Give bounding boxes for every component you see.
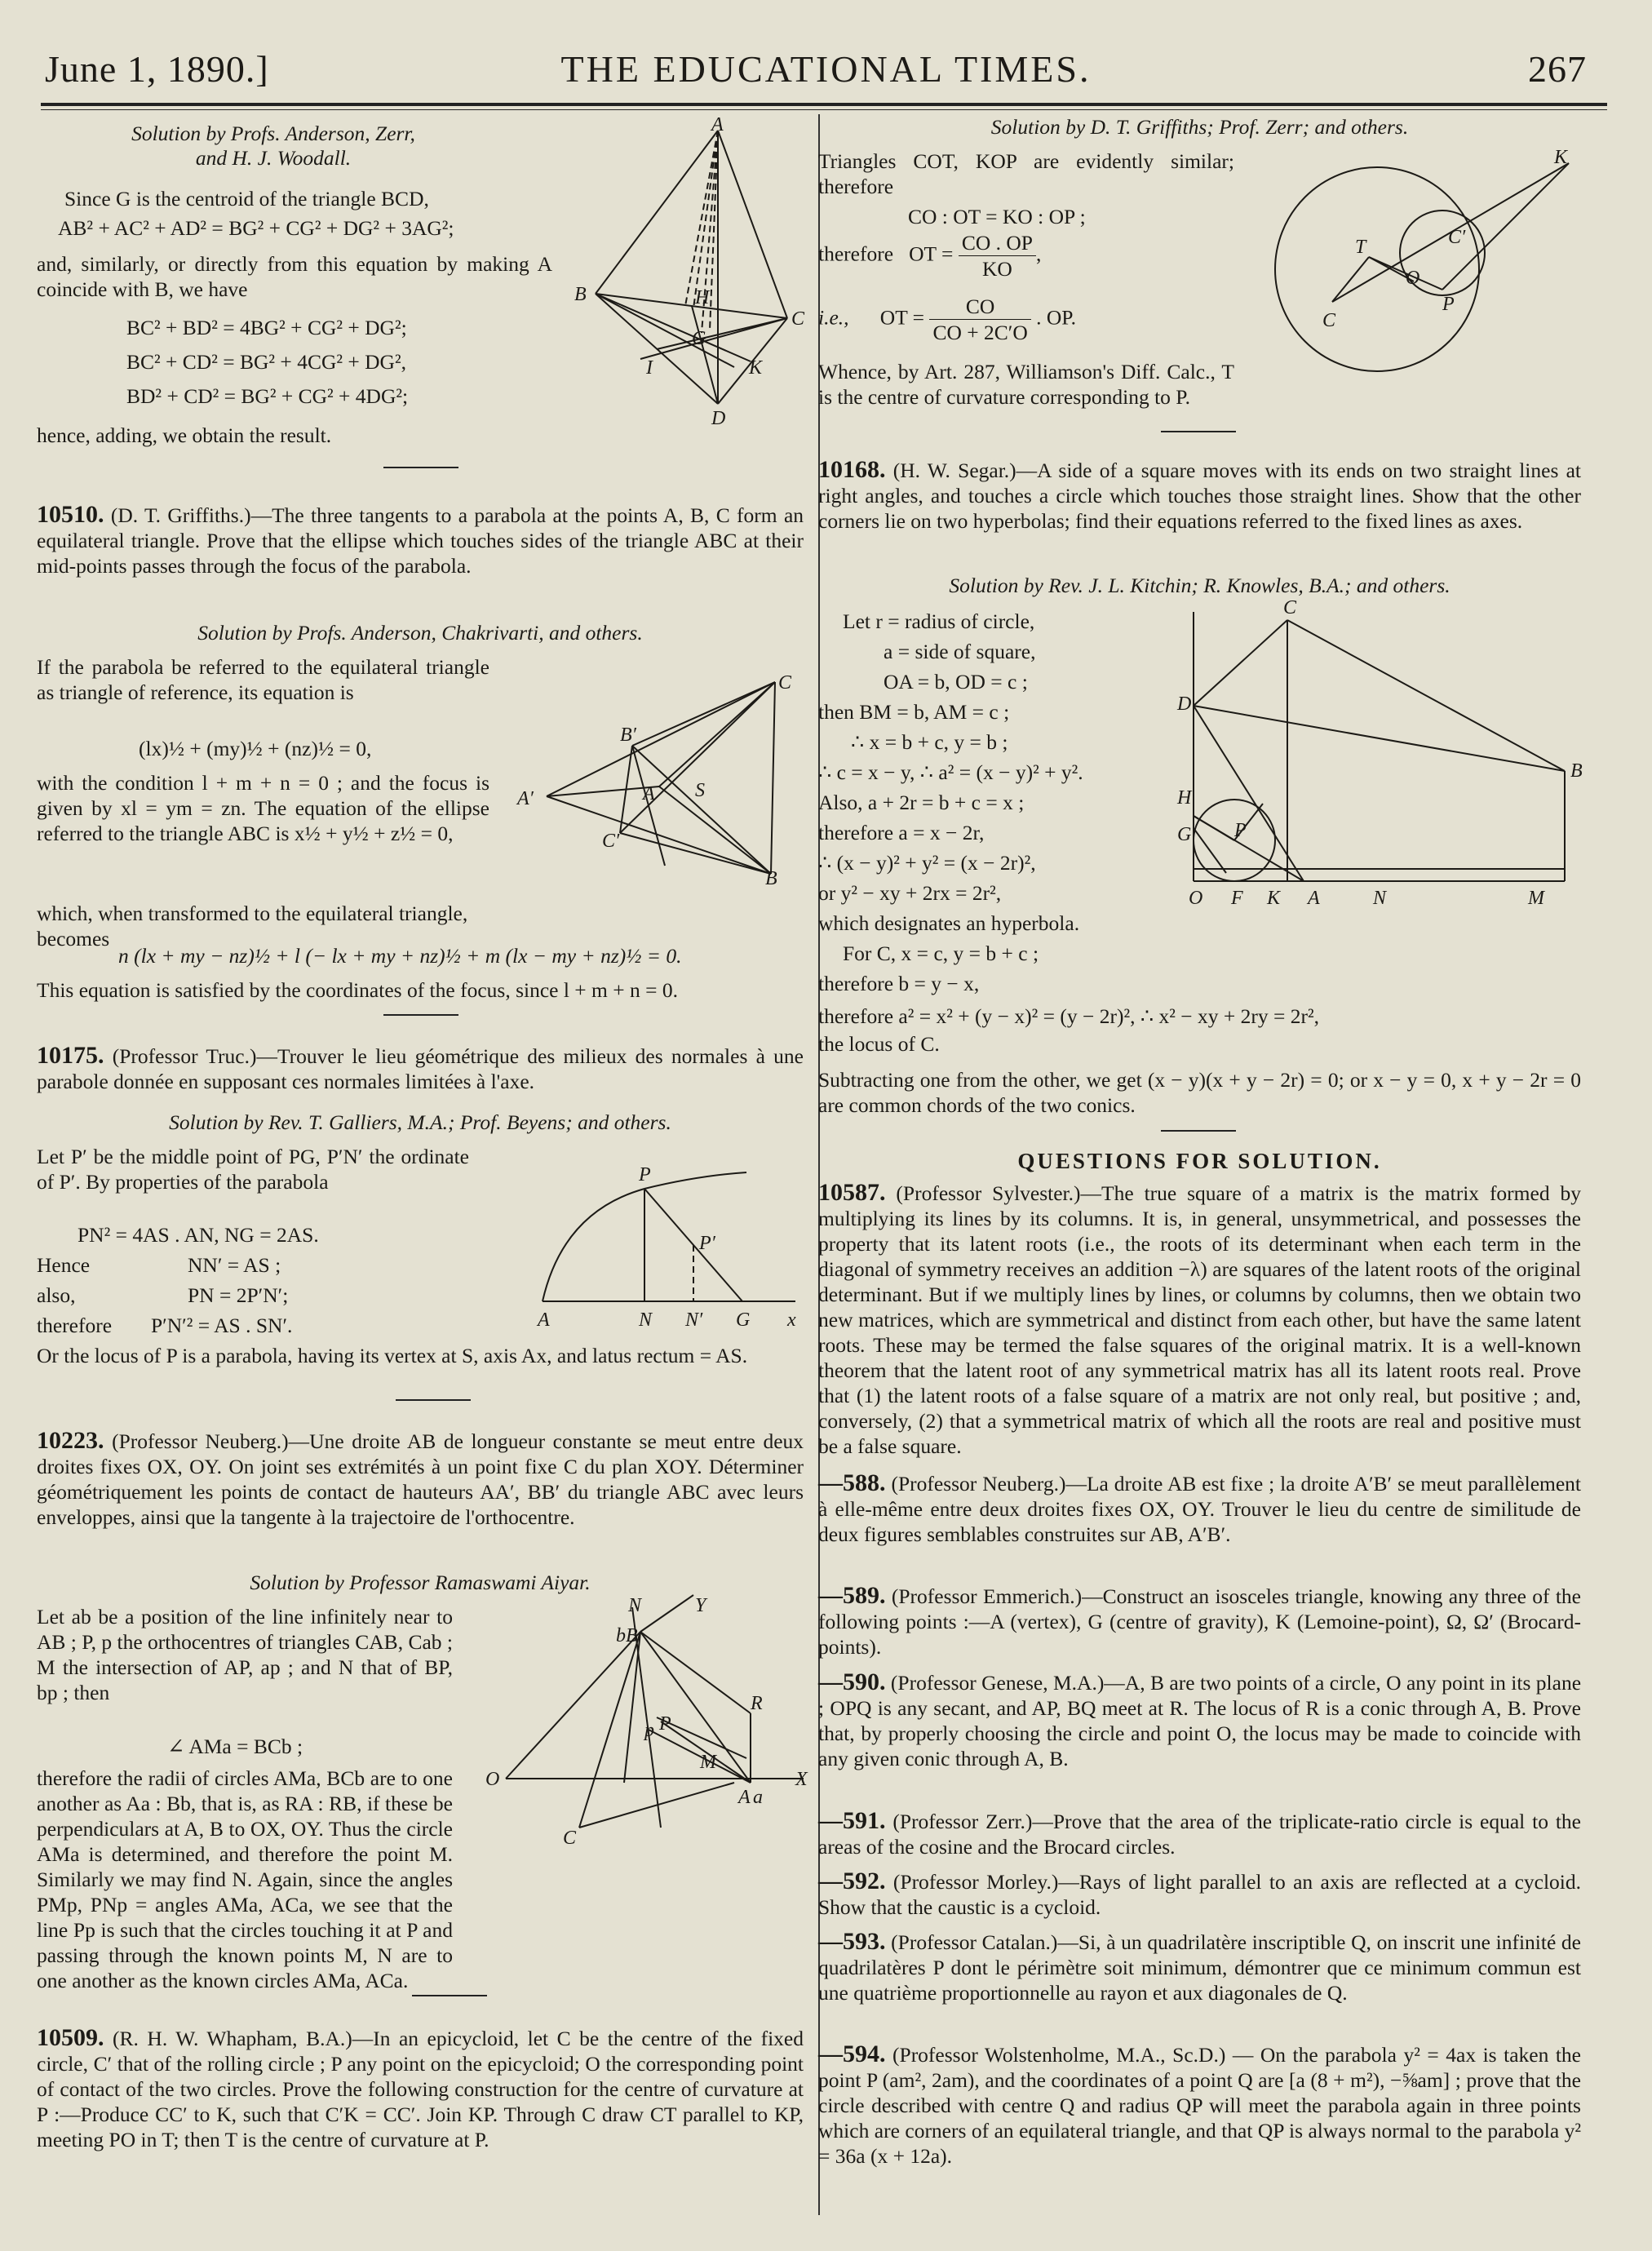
figure-label: P′ [699, 1233, 715, 1254]
figure-label: P [1234, 820, 1247, 841]
question-number: 10510. [37, 501, 104, 528]
equation-lhs: OT = [879, 305, 925, 330]
question-text: (Professor Morley.)—Rays of light parallel to an axis are reflected at a cycloid. Show that the caustic is a cycloid. [818, 1870, 1581, 1919]
question-number: —589. [818, 1582, 886, 1609]
figure-label: C [791, 308, 805, 330]
figure-label: N [1373, 888, 1387, 909]
equation-label: Hence [37, 1253, 91, 1277]
figure-label: O [485, 1769, 500, 1790]
question-10175 [37, 1043, 804, 1094]
figure-label: M [700, 1752, 716, 1773]
figure-orthocentre [481, 1595, 808, 1860]
equation: CO : OT = KO : OP ; [908, 205, 1086, 228]
question-number: 10587. [818, 1179, 886, 1206]
equation-rhs: . OP. [1036, 305, 1077, 330]
question-text: (Professor Neuberg.)—Une droite AB de longueur constante se meut entre deux droites fixes OX, OY. On joint ses extrémités à un point fixe C du plan XOY. Déterminer géométriquement les points de contact de hauteurs AA′, BB′ du triangle ABC avec leurs enveloppes, ainsi que la tangente à la trajectoire de l'orthocentre. [37, 1429, 804, 1529]
paragraph: and, similarly, or directly from this equation by making A coincide with B, we have [37, 252, 552, 301]
equation-label: i.e., [818, 305, 849, 330]
equation-line: For C, x = c, y = b + c ; [843, 942, 1039, 965]
figure-label: G [692, 328, 706, 349]
equation-line: a = side of square, [884, 640, 1036, 663]
question-594 [818, 2041, 1581, 2169]
figure-label: C′ [1448, 227, 1466, 248]
denominator: CO + 2C′O [932, 321, 1028, 344]
question-text: (Professor Emmerich.)—Construct an isosceles triangle, knowing any three of the following points :—A (vertex), G (centre of gravity), K (Lemoine-point), Ω, Ω′ (Brocard-points). [818, 1584, 1581, 1659]
question-number: —594. [818, 2041, 886, 2067]
equation-fraction: therefore OT = $\frac{CO . OP}{KO}$ , [818, 231, 1042, 281]
separator-rule [396, 1399, 471, 1401]
figure-label: M [1528, 888, 1544, 909]
equation: therefore a² = x² + (y − x)² = (y − 2r)², ∴ x² − xy + 2ry = 2r², [818, 1004, 1320, 1028]
question-text: (Professor Neuberg.)—La droite AB est fixe ; la droite A′B′ se meut parallèlement à elle-même entre deux droites fixes OX, OY. Trouver le lieu du centre de similitude de deux figures semblables construites sur AB, A′B′. [818, 1472, 1582, 1546]
figure-label: C [1283, 597, 1297, 618]
figure-label: T [1355, 237, 1366, 258]
equation: NN′ = AS ; [188, 1253, 281, 1277]
equation-line: Let r = radius of circle, [843, 609, 1035, 633]
question-number: —592. [818, 1868, 886, 1894]
figure-label: A [1308, 888, 1320, 909]
paragraph: which, when transformed to the equilateral triangle, becomes [37, 902, 468, 950]
equation-label: also, [37, 1283, 76, 1307]
figure-label: B [1570, 760, 1583, 782]
equation-line: therefore a = x − 2r, [818, 821, 985, 844]
fraction [959, 230, 1036, 281]
figure-label: N′ [685, 1309, 703, 1331]
header-title: THE EDUCATIONAL TIMES. [560, 48, 1092, 90]
paragraph: Triangles COT, KOP are evidently similar; therefore [818, 149, 1234, 198]
figure-label: O [1189, 888, 1203, 909]
solution-byline: Solution by Rev. J. L. Kitchin; R. Knowles, B.A.; and others. [949, 574, 1450, 597]
question-text: (Professor Wolstenholme, M.A., Sc.D.) — On the parabola y² = 4ax is taken the point P (am², 2am), and the coordinates of a point Q are [a (8 + m²), −⅝am] ; prove that the circle described with centre Q and radius QP will meet the parabola again in three points which are corners of an equilateral triangle, and that QP is always normal to the parabola y² = 36a (x + 12a). [818, 2043, 1581, 2168]
figure-label: B [765, 868, 777, 889]
denominator: KO [981, 257, 1012, 281]
equation-lhs: OT = [909, 241, 954, 266]
question-number: 10175. [37, 1042, 104, 1069]
figure-label: H [695, 287, 710, 308]
question-text: (Professor Genese, M.A.)—A, B are two points of a circle, O any point in its plane ; OPQ is any secant, and AP, BQ meet at R. The locus of R is a conic through A, B. Prove that, by properly choosing the circle and point O, the locus may be made to coincide with any given conic through A, B. [818, 1671, 1582, 1770]
question-text: (Professor Sylvester.)—The true square of a matrix is the matrix formed by multiplying its lines by its columns. It is, in general, unsymmetrical, and possesses the property that its latent roots (i.e., the roots of its determinant when each term in the diagonal of symmetry receives an addition −λ) are squares of the latent roots of the original determinant. But if we multiply lines by lines, or columns by columns, then we obtain two new matrices, which are symmetrical and distinct from each other, but have the same latent roots. These may be termed the false squares of the original matrix. It is a well-known theorem that the latent root of any symmetrical matrix has all its latent roots real. Prove that (1) the latent roots of a false square of a matrix are not only real, but positive ; and, conversely, (2) that a symmetrical matrix of which all the roots are real and positive must be a false square. [818, 1181, 1581, 1458]
figure-label: C′ [602, 831, 620, 852]
equation-line: which designates an hyperbola. [818, 911, 1080, 935]
equation-line: OA = b, OD = c ; [884, 670, 1028, 693]
question-10168 [818, 457, 1581, 534]
figure-label: P [659, 1713, 671, 1735]
question-number: —593. [818, 1928, 886, 1955]
equation: n (lx + my − nz)½ + l (− lx + my + nz)½ + m (lx − my + nz)½ = 0. [118, 944, 682, 968]
figure-square-circle [1177, 597, 1583, 955]
figure-label: C [778, 672, 792, 693]
solution-byline: Solution by Rev. T. Galliers, M.A.; Prof. Beyens; and others. [169, 1110, 671, 1134]
header-rule-thin [41, 109, 1607, 110]
separator-rule [412, 1995, 487, 1996]
figure-label: N [639, 1309, 653, 1331]
paragraph: therefore the radii of circles AMa, BCb are to one another as Aa : Bb, that is, as RA : RB, if these be perpendiculars at A, B to OX, OY. Thus the circle AMa is determined, and therefore the point M. Similarly we may find N. Again, since the angles PMp, PNp = angles AMa, ACa, we see that the line Pp is such that the circles touching it at P and passing through the known points M, N are to one another as the known circles AMa, ACa. [37, 1766, 453, 1992]
questions-heading: QUESTIONS FOR SOLUTION. [1017, 1149, 1382, 1173]
figure-label: A [738, 1787, 751, 1808]
figure-label: C [1322, 310, 1336, 331]
paragraph: Or the locus of P is a parabola, having its vertex at S, axis Ax, and latus rectum = AS. [37, 1344, 748, 1367]
numerator: CO . OP [959, 230, 1036, 256]
figure-label: P [1442, 294, 1455, 315]
question-text: (Professor Truc.)—Trouver le lieu géométrique des milieux des normales à une parabole donnée en supposant ces normales limitées à l'axe. [37, 1044, 804, 1093]
figure-label: a [753, 1787, 763, 1808]
equation: PN = 2P′N′; [188, 1283, 289, 1307]
equation-line: ∴ x = b + c, y = b ; [851, 730, 1008, 754]
figure-label: C [563, 1828, 577, 1849]
question-number: —590. [818, 1668, 886, 1695]
question-text: (D. T. Griffiths.)—The three tangents to a parabola at the points A, B, C form an equilateral triangle. Prove that the ellipse which touches sides of the triangle ABC at their mid-points passes through the focus of the parabola. [37, 503, 804, 578]
figure-label: K [749, 357, 763, 379]
equation-line: therefore b = y − x, [818, 972, 980, 995]
equation-line: or y² − xy + 2rx = 2r², [818, 881, 1002, 905]
figure-label: p [644, 1720, 654, 1741]
equation: BC² + CD² = BG² + 4CG² + DG², [126, 350, 406, 374]
question-10510 [37, 502, 804, 578]
question-text: (R. H. W. Whapham, B.A.)—In an epicycloid, let C be the centre of the fixed circle, C′ that of the rolling circle ; P any point on the epicycloid; O the corresponding point of contact of the two circles. Prove the following construction for the centre of curvature at P :—Produce CC′ to K, such that C′K = CC′. Join KP. Through C draw CT parallel to KP, meeting PO in T; then T is the centre of curvature at P. [37, 2027, 804, 2151]
figure-label: S [695, 780, 705, 801]
question-10509 [37, 2025, 804, 2152]
question-number: 10223. [37, 1427, 104, 1454]
question-number: —588. [818, 1469, 886, 1496]
solution-byline: Solution by D. T. Griffiths; Prof. Zerr; and others. [990, 115, 1409, 139]
paragraph: the locus of C. [818, 1032, 940, 1056]
figure-label: X [795, 1769, 808, 1790]
figure-label: D [711, 408, 726, 429]
question-number: 10168. [818, 456, 886, 483]
equation-line: ∴ c = x − y, ∴ a² = (x − y)² + y². [818, 760, 1083, 784]
figure-label: F [1231, 888, 1243, 909]
figure-label: bB [616, 1625, 638, 1646]
figure-label: O [1406, 268, 1420, 289]
figure-label: K [1267, 888, 1281, 909]
numerator: CO [929, 294, 1030, 320]
solution-byline: Solution by Professor Ramaswami Aiyar. [250, 1571, 591, 1594]
figure-label: K [1554, 147, 1568, 168]
question-number: 10509. [37, 2024, 104, 2051]
figure-parabola-triangle [514, 672, 808, 889]
figure-label: N [628, 1595, 642, 1616]
equation-line: ∴ (x − y)² + y² = (x − 2r)², [818, 851, 1036, 875]
paragraph: Let ab be a position of the line infinitely near to AB ; P, p the orthocentres of triangles CAB, Cab ; M the intersection of AP, ap ; and N that of BP, bp ; then [37, 1605, 453, 1704]
fraction [929, 294, 1030, 345]
figure-label: B [574, 284, 587, 305]
figure-label: B′ [620, 724, 636, 746]
figure-epicycloid [1259, 147, 1581, 383]
paragraph: Whence, by Art. 287, Williamson's Diff. Calc., T is the centre of curvature corresponding to P. [818, 360, 1234, 409]
separator-rule [383, 467, 458, 468]
header-page-number: 267 [1528, 48, 1587, 90]
equation: ∠ AMa = BCb ; [167, 1735, 303, 1758]
equation-label: therefore [37, 1314, 113, 1337]
figure-label: I [646, 357, 653, 379]
separator-rule [1161, 1130, 1236, 1132]
separator-rule [383, 1014, 458, 1016]
figure-parabola-normal [502, 1146, 804, 1331]
question-588 [818, 1470, 1581, 1547]
question-590 [818, 1669, 1581, 1771]
question-text: (Professor Zerr.)—Prove that the area of the triplicate-ratio circle is equal to the areas of the cosine and the Brocard circles. [818, 1810, 1581, 1859]
figure-label: A′ [517, 788, 534, 809]
paragraph: Let P′ be the middle point of PG, P′N′ the ordinate of P′. By properties of the parabola [37, 1145, 469, 1194]
equation: BD² + CD² = BG² + CG² + 4DG²; [126, 384, 409, 408]
paragraph: Subtracting one from the other, we get (x − y)(x + y − 2r) = 0; or x − y = 0, x + y − 2r = 0 are common chords of the two conics. [818, 1068, 1581, 1117]
equation: P′N′² = AS . SN′. [151, 1314, 293, 1337]
equation-line: then BM = b, AM = c ; [818, 700, 1010, 724]
equation: BC² + BD² = 4BG² + CG² + DG²; [126, 316, 407, 339]
separator-rule [1161, 431, 1236, 432]
solution-lines [818, 609, 1177, 996]
figure-label: P [639, 1164, 651, 1185]
header-rule-thick [41, 103, 1607, 106]
question-number: —591. [818, 1807, 886, 1834]
question-592 [818, 1868, 1581, 1920]
equation-label: therefore [818, 241, 894, 266]
equation: AB² + AC² + AD² = BG² + CG² + DG² + 3AG²; [58, 216, 454, 240]
figure-label: H [1177, 787, 1192, 809]
figure-label: A [538, 1309, 550, 1331]
solution-byline: Solution by Profs. Anderson, Zerr, [131, 122, 415, 145]
paragraph: If the parabola be referred to the equilateral triangle as triangle of reference, its equation is [37, 655, 489, 704]
figure-label: x [787, 1309, 796, 1331]
paragraph: hence, adding, we obtain the result. [37, 423, 332, 447]
question-text: (H. W. Segar.)—A side of a square moves with its ends on two straight lines at right angles, and touches a circle which touches those straight lines. Show that the other corners lie on two hyperbolas; find their equations referred to the fixed lines as axes. [818, 459, 1582, 533]
figure-label: G [1177, 824, 1192, 845]
figure-label: D [1177, 693, 1192, 715]
equation-fraction [818, 294, 1076, 345]
equation-line: Also, a + 2r = b + c = x ; [818, 791, 1025, 814]
equation: (lx)½ + (my)½ + (nz)½ = 0, [139, 737, 372, 760]
question-text: (Professor Catalan.)—Si, à un quadrilatère inscriptible Q, on inscrit une infinité de quadrilatères P dont le périmètre soit minimum, démontrer que ce minimum commun est une quatrième proportionnelle au rayon et aux diagonales de Q. [818, 1930, 1582, 2005]
solution-byline: Solution by Profs. Anderson, Chakrivarti, and others. [197, 621, 643, 645]
figure-label: Y [695, 1595, 706, 1616]
paragraph: This equation is satisfied by the coordinates of the focus, since l + m + n = 0. [37, 978, 679, 1002]
equation: PN² = 4AS . AN, NG = 2AS. [78, 1223, 319, 1247]
figure-tetrahedron [571, 114, 808, 429]
question-10587 [818, 1180, 1581, 1459]
question-10223 [37, 1428, 804, 1530]
figure-label: A [711, 114, 724, 135]
paragraph: Since G is the centroid of the triangle BCD, [64, 187, 429, 210]
figure-label: A [643, 783, 655, 804]
figure-label: G [736, 1309, 751, 1331]
question-591 [818, 1808, 1581, 1859]
paragraph: with the condition l + m + n = 0 ; and the focus is given by xl = ym = zn. The equation of the ellipse referred to the triangle ABC is x½ + y½ + z½ = 0, [37, 771, 489, 845]
header-date: June 1, 1890.] [45, 48, 269, 90]
figure-label: R [751, 1693, 763, 1714]
question-593 [818, 1929, 1581, 2005]
question-589 [818, 1583, 1581, 1659]
solution-byline: and H. J. Woodall. [195, 146, 352, 170]
